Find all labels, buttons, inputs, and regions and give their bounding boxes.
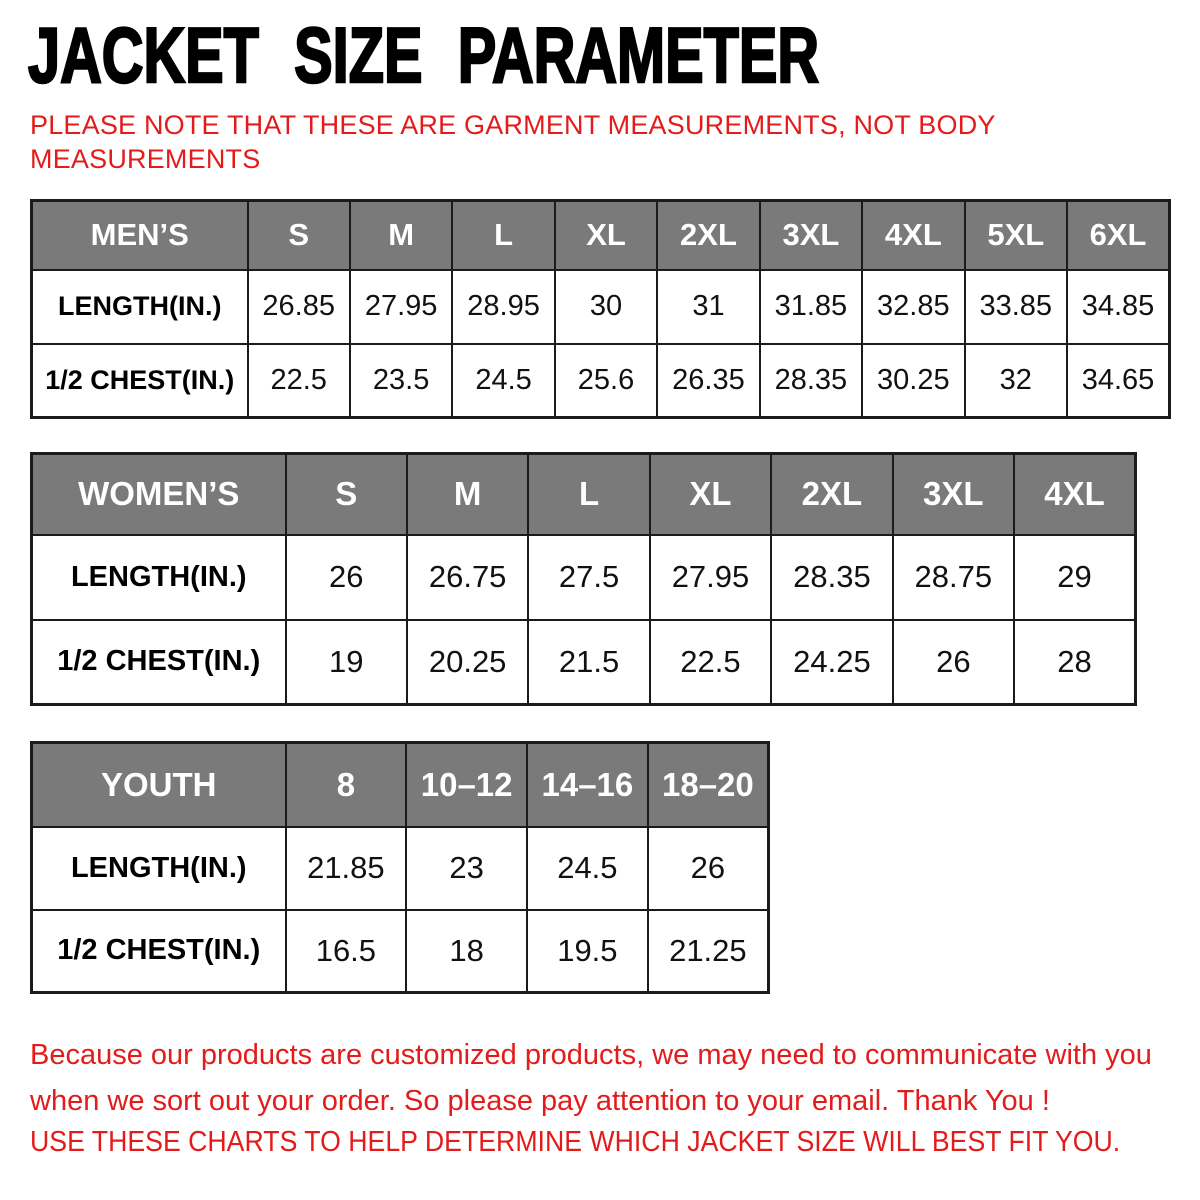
womens-chest-value-3xl: 26 xyxy=(893,620,1014,705)
mens-length-row xyxy=(32,270,1170,344)
mens-length-value-6xl: 34.85 xyxy=(1067,270,1170,344)
mens-length-label: LENGTH(IN.) xyxy=(32,270,248,344)
mens-header-row xyxy=(32,201,1170,270)
youth-size-header-14-16: 14–16 xyxy=(527,743,648,827)
womens-length-value-xl: 27.95 xyxy=(650,535,771,620)
mens-size-header-5xl: 5XL xyxy=(965,201,1067,270)
youth-table-title: YOUTH xyxy=(32,743,286,827)
mens-size-header-s: S xyxy=(248,201,350,270)
womens-table-title: WOMEN’S xyxy=(32,454,286,535)
womens-chest-row xyxy=(32,620,1136,705)
womens-length-value-s: 26 xyxy=(286,535,407,620)
womens-chest-value-l: 21.5 xyxy=(528,620,649,705)
womens-chest-label: 1/2 CHEST(IN.) xyxy=(32,620,286,705)
mens-size-header-3xl: 3XL xyxy=(760,201,862,270)
page-title: JACKET SIZE PARAMETER xyxy=(28,11,820,99)
womens-length-value-2xl: 28.35 xyxy=(771,535,892,620)
womens-size-table xyxy=(30,452,1137,706)
womens-length-value-m: 26.75 xyxy=(407,535,528,620)
womens-header-row xyxy=(32,454,1136,535)
youth-chest-label: 1/2 CHEST(IN.) xyxy=(32,910,286,993)
fit-guidance-note: USE THESE CHARTS TO HELP DETERMINE WHICH JACKET SIZE WILL BEST FIT YOU. xyxy=(30,1126,1121,1158)
womens-size-header-2xl: 2XL xyxy=(771,454,892,535)
womens-chest-value-2xl: 24.25 xyxy=(771,620,892,705)
mens-size-header-m: M xyxy=(350,201,452,270)
womens-chest-value-s: 19 xyxy=(286,620,407,705)
notice-line-1: Because our products are customized products, we may need to communicate with you xyxy=(30,1039,1152,1071)
mens-size-header-xl: XL xyxy=(555,201,657,270)
womens-length-value-l: 27.5 xyxy=(528,535,649,620)
mens-length-value-2xl: 31 xyxy=(657,270,759,344)
notice-line-2: when we sort out your order. So please pay attention to your email. Thank You ! xyxy=(30,1085,1050,1117)
mens-length-value-m: 27.95 xyxy=(350,270,452,344)
womens-length-value-4xl: 29 xyxy=(1014,535,1135,620)
mens-length-value-3xl: 31.85 xyxy=(760,270,862,344)
mens-chest-value-l: 24.5 xyxy=(452,344,554,418)
womens-chest-value-4xl: 28 xyxy=(1014,620,1135,705)
mens-chest-value-5xl: 32 xyxy=(965,344,1067,418)
youth-size-header-8: 8 xyxy=(286,743,407,827)
mens-table-title: MEN’S xyxy=(32,201,248,270)
youth-length-value-8: 21.85 xyxy=(286,827,407,910)
mens-size-table xyxy=(30,199,1171,419)
mens-chest-value-3xl: 28.35 xyxy=(760,344,862,418)
womens-size-header-s: S xyxy=(286,454,407,535)
youth-chest-row xyxy=(32,910,769,993)
youth-chest-value-8: 16.5 xyxy=(286,910,407,993)
youth-length-value-14-16: 24.5 xyxy=(527,827,648,910)
womens-size-header-3xl: 3XL xyxy=(893,454,1014,535)
youth-size-header-18-20: 18–20 xyxy=(648,743,769,827)
youth-size-table xyxy=(30,741,770,994)
note-line-2: MEASUREMENTS xyxy=(30,144,261,174)
youth-length-value-10-12: 23 xyxy=(406,827,527,910)
customization-notice xyxy=(30,1032,1152,1124)
mens-length-value-4xl: 32.85 xyxy=(862,270,964,344)
womens-size-header-l: L xyxy=(528,454,649,535)
womens-length-value-3xl: 28.75 xyxy=(893,535,1014,620)
youth-length-row xyxy=(32,827,769,910)
mens-length-value-5xl: 33.85 xyxy=(965,270,1067,344)
mens-length-value-s: 26.85 xyxy=(248,270,350,344)
mens-chest-value-2xl: 26.35 xyxy=(657,344,759,418)
youth-chest-value-14-16: 19.5 xyxy=(527,910,648,993)
mens-chest-value-6xl: 34.65 xyxy=(1067,344,1170,418)
youth-header-row xyxy=(32,743,769,827)
youth-chest-value-18-20: 21.25 xyxy=(648,910,769,993)
mens-chest-value-4xl: 30.25 xyxy=(862,344,964,418)
womens-length-row xyxy=(32,535,1136,620)
mens-size-header-l: L xyxy=(452,201,554,270)
womens-size-header-4xl: 4XL xyxy=(1014,454,1135,535)
youth-chest-value-10-12: 18 xyxy=(406,910,527,993)
mens-chest-value-m: 23.5 xyxy=(350,344,452,418)
mens-chest-value-xl: 25.6 xyxy=(555,344,657,418)
mens-size-header-2xl: 2XL xyxy=(657,201,759,270)
womens-size-header-xl: XL xyxy=(650,454,771,535)
womens-size-header-m: M xyxy=(407,454,528,535)
womens-length-label: LENGTH(IN.) xyxy=(32,535,286,620)
womens-chest-value-xl: 22.5 xyxy=(650,620,771,705)
mens-chest-label: 1/2 CHEST(IN.) xyxy=(32,344,248,418)
mens-size-header-4xl: 4XL xyxy=(862,201,964,270)
youth-size-header-10-12: 10–12 xyxy=(406,743,527,827)
note-line-1: PLEASE NOTE THAT THESE ARE GARMENT MEASUREMENTS, NOT BODY xyxy=(30,110,996,140)
youth-length-value-18-20: 26 xyxy=(648,827,769,910)
womens-chest-value-m: 20.25 xyxy=(407,620,528,705)
mens-length-value-l: 28.95 xyxy=(452,270,554,344)
mens-chest-row xyxy=(32,344,1170,418)
mens-size-header-6xl: 6XL xyxy=(1067,201,1170,270)
mens-length-value-xl: 30 xyxy=(555,270,657,344)
mens-chest-value-s: 22.5 xyxy=(248,344,350,418)
youth-length-label: LENGTH(IN.) xyxy=(32,827,286,910)
garment-measurement-note xyxy=(30,108,996,176)
